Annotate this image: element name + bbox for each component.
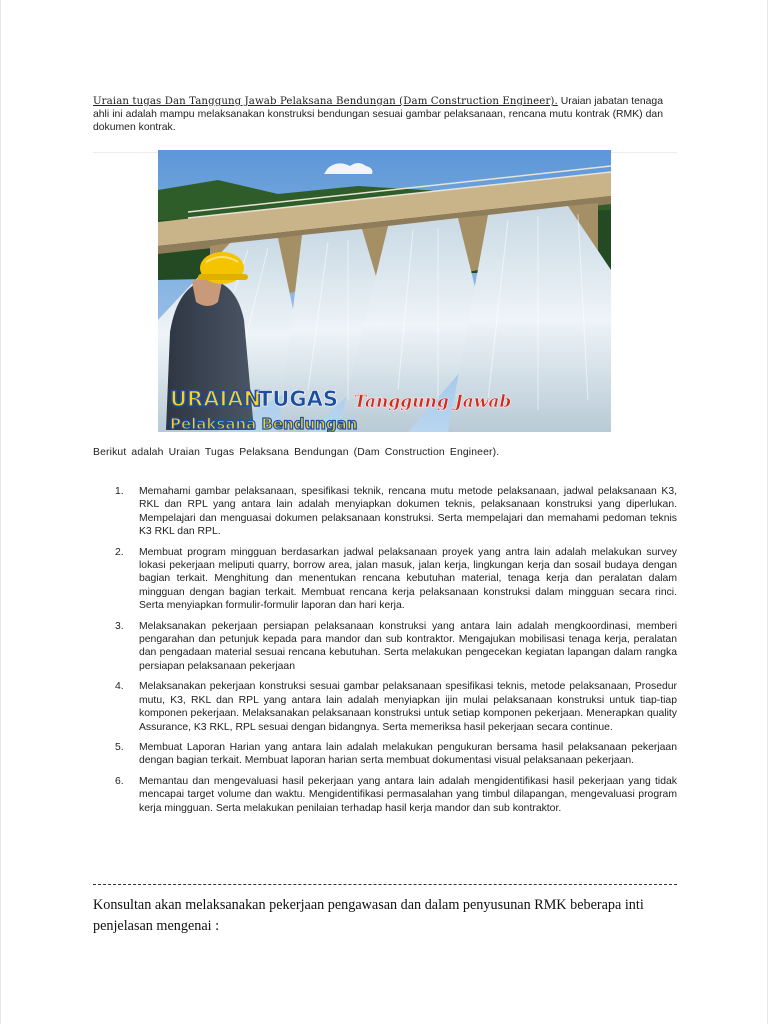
- dashed-divider: [93, 884, 677, 885]
- list-item: [93, 485, 677, 539]
- closing-paragraph: Konsultan akan melaksanakan pekerjaan pengawasan dan dalam penyusunan RMK beberapa inti penjelasan mengenai :: [93, 897, 644, 934]
- list-item-number: 4.: [115, 681, 124, 693]
- list-lead: Berikut adalah Uraian Tugas Pelaksana Bendungan (Dam Construction Engineer).: [93, 447, 500, 458]
- intro-body: Uraian jabatan tenaga ahli ini adalah mampu melaksanakan konstruksi bendungan sesuai gambar pelaksanaan, rencana mutu kontrak (RMK) dan dokumen kontrak.: [93, 96, 663, 133]
- list-item: [93, 546, 677, 613]
- caption-tanggung-jawab: Tanggung Jawab: [354, 392, 512, 412]
- list-item-text: Memahami gambar pelaksanaan, spesifikasi teknik, rencana mutu metode pelaksanaan, jadwal pelaksanaan K3, RKL dan RPL yang antara lain adalah menyiapkan dokumen teknis, pelaksanaan konstruksi yang diperlukan. Mempelajari dan menguasai dokumen pelaksanaan konstruksi. Serta mempelajari dan memahami pedoman teknis K3 RKL dan RPL.: [139, 486, 677, 538]
- list-item-text: Membuat Laporan Harian yang antara lain adalah melakukan pengukuran bersama hasil pelaksanaan pekerjaan dengan bagian terkait. Membuat laporan harian serta membuat dokumentasi visual pelaksanaan pekerjaan.: [139, 741, 677, 767]
- list-item-number: 2.: [115, 546, 124, 558]
- list-item-number: 6.: [115, 775, 124, 787]
- intro-title: Uraian tugas Dan Tanggung Jawab Pelaksana Bendungan (Dam Construction Engineer).: [93, 96, 558, 107]
- list-item-number: 3.: [115, 620, 124, 632]
- caption-uraian: URAIAN: [170, 387, 262, 411]
- list-item-text: Membuat program mingguan berdasarkan jadwal pelaksanaan proyek yang antra lain adalah melakukan survey lokasi pekerjaan meliputi quarry, borrow area, jalan masuk, jalan kerja, lingkungan kerja dan sosail budaya dengan bagian terkait. Menghitung dan menentukan rencana kebutuhan material, tenaga kerja dan peralatan dalam mingguan dengan bagian terkait. Membuat rencana kerja pelaksanaan konstruksi dalam mingguan secara rinci. Serta menyiapkan formulir-formulir laporan dan hari kerja.: [139, 546, 677, 612]
- intro-paragraph: [93, 95, 663, 134]
- page-edge-left: [0, 0, 1, 1024]
- list-item: [93, 741, 677, 768]
- list-item-text: Memantau dan mengevaluasi hasil pekerjaan yang antara lain adalah mengidentifikasi hasil pekerjaan yang tidak mencapai target volume dan waktu. Mengidentifikasi permasalahan yang timbul dilapangan, mengevaluasi program kerja mingguan. Serta melakukan penilaian terhadap hasil kerja mandor dan sub kontraktor.: [139, 775, 677, 814]
- list-item: [93, 620, 677, 674]
- caption-tugas: TUGAS: [258, 387, 338, 411]
- list-item-number: 1.: [115, 486, 124, 497]
- list-item-number: 5.: [115, 741, 124, 753]
- list-item: [93, 775, 677, 815]
- list-item-text: Melaksanakan pekerjaan persiapan pelaksanaan konstruksi yang antara lain adalah mengkoordinasi, memberi pengarahan dan petunjuk kepada para mandor dan sub kontraktor. Mengajukan mobilisasi tenaga kerja, peralatan dan pengadaan material sesuai rencana kebutuhan. Serta melakukan pengecekan kegiatan lapangan dalam rangka persiapan pelaksanaan pekerjaan: [139, 620, 677, 672]
- caption-pelaksana: Pelaksana Bendungan: [170, 415, 358, 432]
- list-item-text: Melaksanakan pekerjaan konstruksi sesuai gambar pelaksanaan spesifikasi teknis, metode pelaksanaan, Prosedur mutu, K3, RKL dan RPL yang antara lain adalah menyiapkan ijin mulai pelaksanaan konstruksi untuk tiap-tiap komponen pekerjaan. Melaksanakan pelaksanaan konstruksi untuk setiap komponen pekerjaan. Menerapkan quality Assurance, K3 RKL, RPL sesuai dengan bidangnya. Serta memeriksa hasil pekerjaan secara continue.: [139, 681, 677, 733]
- list-item: [93, 680, 677, 734]
- dam-illustration: [158, 150, 611, 432]
- task-list: [93, 485, 677, 822]
